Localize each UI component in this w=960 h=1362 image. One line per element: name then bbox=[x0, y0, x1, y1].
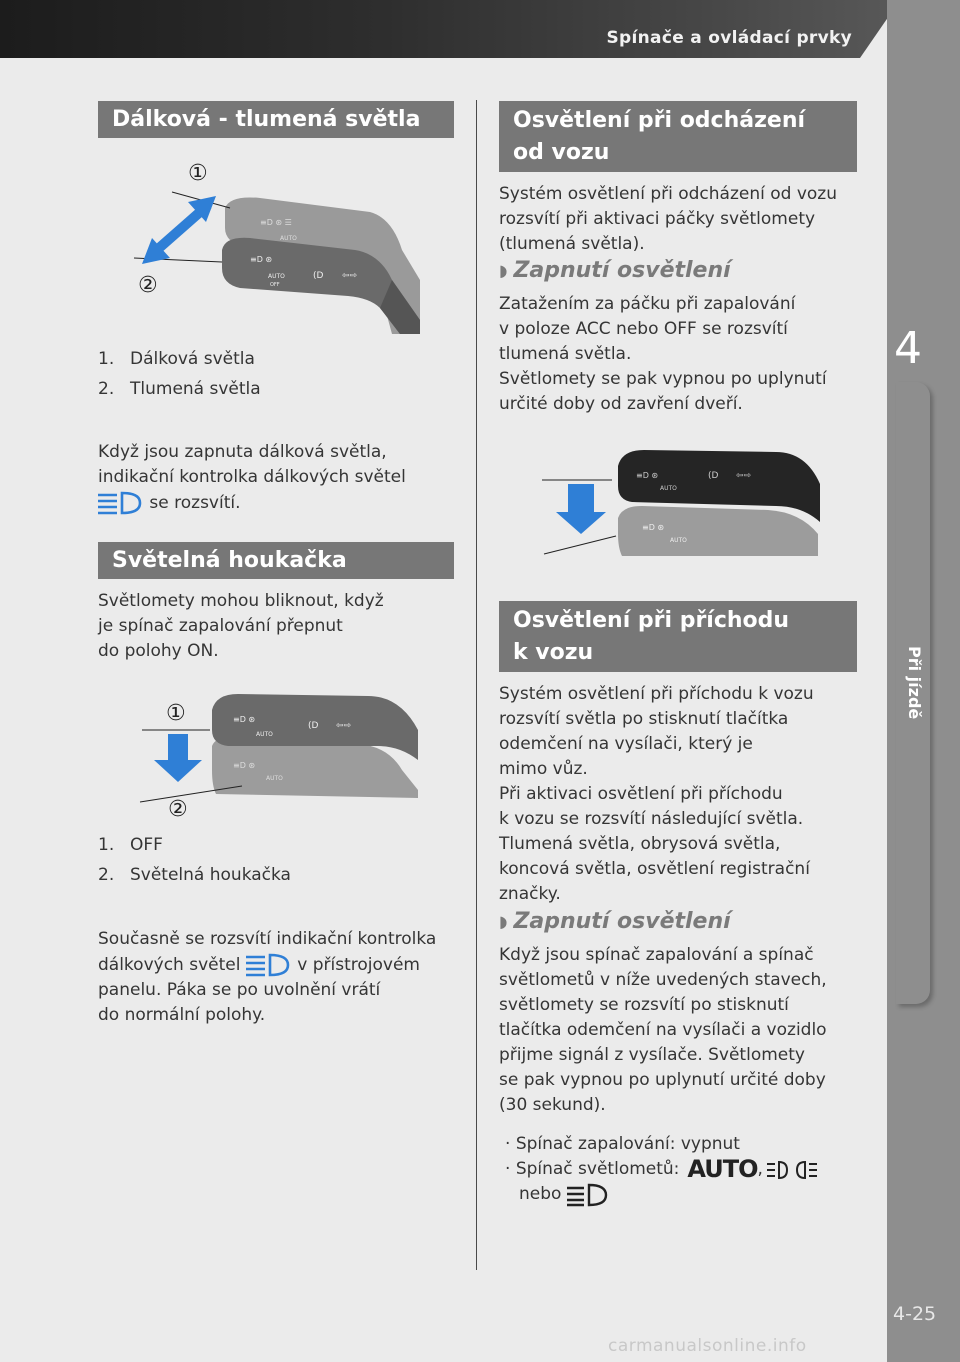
paragraph-leaving-activation: Zatažením za páčku při zapalování v poloze ACC nebo OFF se rozsvítí tlumená světla. Světlomety se pak vypnou po uplynutí určité doby od zavření dveří. bbox=[499, 294, 827, 414]
section-heading-high-low-beam: Dálková - tlumená světla bbox=[98, 101, 454, 138]
header-title: Spínače a ovládací prvky bbox=[606, 28, 852, 48]
page-number: 4-25 bbox=[893, 1303, 937, 1325]
svg-text:≡D ⊛: ≡D ⊛ bbox=[233, 761, 256, 770]
list-item: 1. OFF bbox=[98, 835, 163, 855]
list-item: nebo bbox=[505, 1182, 823, 1207]
svg-text:≡D ⊛ ☰: ≡D ⊛ ☰ bbox=[260, 218, 292, 227]
paragraph-leaving-home: Systém osvětlení při odcházení od vozu rozsvítí při aktivaci páčky světlomety (tlumená světla). bbox=[499, 184, 837, 254]
high-beam-icon bbox=[98, 490, 144, 516]
paragraph-flash: Světlomety mohou bliknout, když je spínač zapalování přepnut do polohy ON. bbox=[98, 591, 384, 661]
svg-text:⇦⇨: ⇦⇨ bbox=[736, 471, 752, 481]
list-item: 1. Dálková světla bbox=[98, 349, 255, 369]
column-divider bbox=[476, 100, 477, 1270]
callout-2: ② bbox=[168, 797, 188, 822]
svg-text:AUTO: AUTO bbox=[280, 235, 297, 242]
svg-text:AUTO: AUTO bbox=[256, 731, 273, 738]
svg-text:(D: (D bbox=[708, 471, 719, 481]
callout-1: ① bbox=[166, 701, 186, 726]
figure-lever-flash bbox=[138, 690, 420, 822]
paragraph-flash-indicator: Současně se rozsvítí indikační kontrolka dálkových světel v přístrojovém panelu. Páka se po uvolnění vrátí do normální polohy. bbox=[98, 929, 437, 1025]
low-beam-icon bbox=[567, 1183, 609, 1207]
section-marker-icon: ◗ bbox=[499, 261, 508, 280]
svg-text:⇦⇨: ⇦⇨ bbox=[342, 271, 358, 281]
svg-text:(D: (D bbox=[308, 721, 319, 731]
section-heading-flash: Světelná houkačka bbox=[98, 542, 454, 579]
svg-text:AUTO: AUTO bbox=[268, 273, 285, 280]
svg-text:⇦⇨: ⇦⇨ bbox=[336, 721, 352, 731]
paragraph-coming-activation: Když jsou spínač zapalování a spínač světlometů v níže uvedených stavech, světlomety se rozsvítí po stisknutí tlačítka odemčení na vysílači a vozidlo přijme signál z vysílače. Světlomety se pak vypnou po uplynutí určité doby (30 sekund). bbox=[499, 945, 827, 1115]
chapter-tab-label: Při jízdě bbox=[905, 646, 924, 720]
list-item: · Spínač zapalování: vypnut bbox=[505, 1134, 740, 1154]
list-flash bbox=[98, 830, 291, 890]
list-item: 2. Tlumená světla bbox=[98, 379, 261, 399]
svg-text:≡D ⊛: ≡D ⊛ bbox=[642, 523, 665, 532]
section-heading-leaving-home: Osvětlení při odcházení od vozu bbox=[499, 101, 857, 172]
list-item: 2. Světelná houkačka bbox=[98, 865, 291, 885]
list-high-low bbox=[98, 344, 261, 404]
svg-text:≡D ⊛: ≡D ⊛ bbox=[636, 471, 659, 480]
header-bar bbox=[0, 0, 960, 58]
svg-text:AUTO: AUTO bbox=[670, 537, 687, 544]
section-marker-icon: ◗ bbox=[499, 912, 508, 931]
svg-text:AUTO: AUTO bbox=[266, 775, 283, 782]
chapter-number: 4 bbox=[894, 323, 922, 374]
section-heading-coming-home: Osvětlení při příchodu k vozu bbox=[499, 601, 857, 672]
figure-lever-high-low bbox=[130, 150, 422, 338]
paragraph-high-beam: Když jsou zapnuta dálková světla, indikační kontrolka dálkových světel se rozsvítí. bbox=[98, 440, 406, 516]
paragraph-coming-home: Systém osvětlení při příchodu k vozu rozsvítí světla po stisknutí tlačítka odemčení na vysílači, který je mimo vůz. Při aktivaci osvětlení při příchodu k vozu se rozsvítí následující světla. Tlumená světla, obrysová světla, koncová světla, osvětlení registrační značky. bbox=[499, 684, 814, 904]
position-lights-icon bbox=[767, 1159, 823, 1181]
bullet-list bbox=[505, 1132, 823, 1207]
list-item: · Spínač světlometů: AUTO , bbox=[505, 1157, 823, 1182]
svg-text:≡D ⊛: ≡D ⊛ bbox=[233, 715, 256, 724]
callout-2: ② bbox=[138, 273, 158, 298]
figure-lever-pull bbox=[538, 444, 822, 556]
auto-label: AUTO bbox=[687, 1155, 758, 1183]
svg-text:AUTO: AUTO bbox=[660, 485, 677, 492]
subheading-activation-2: ◗ Zapnutí osvětlení bbox=[499, 909, 731, 934]
subheading-activation-1: ◗ Zapnutí osvětlení bbox=[499, 258, 731, 283]
watermark: carmanualsonline.info bbox=[608, 1336, 807, 1356]
svg-text:OFF: OFF bbox=[270, 282, 280, 288]
svg-text:(D: (D bbox=[313, 271, 324, 281]
high-beam-icon bbox=[246, 952, 292, 978]
callout-1: ① bbox=[188, 161, 208, 186]
svg-text:≡D ⊛: ≡D ⊛ bbox=[250, 255, 273, 264]
